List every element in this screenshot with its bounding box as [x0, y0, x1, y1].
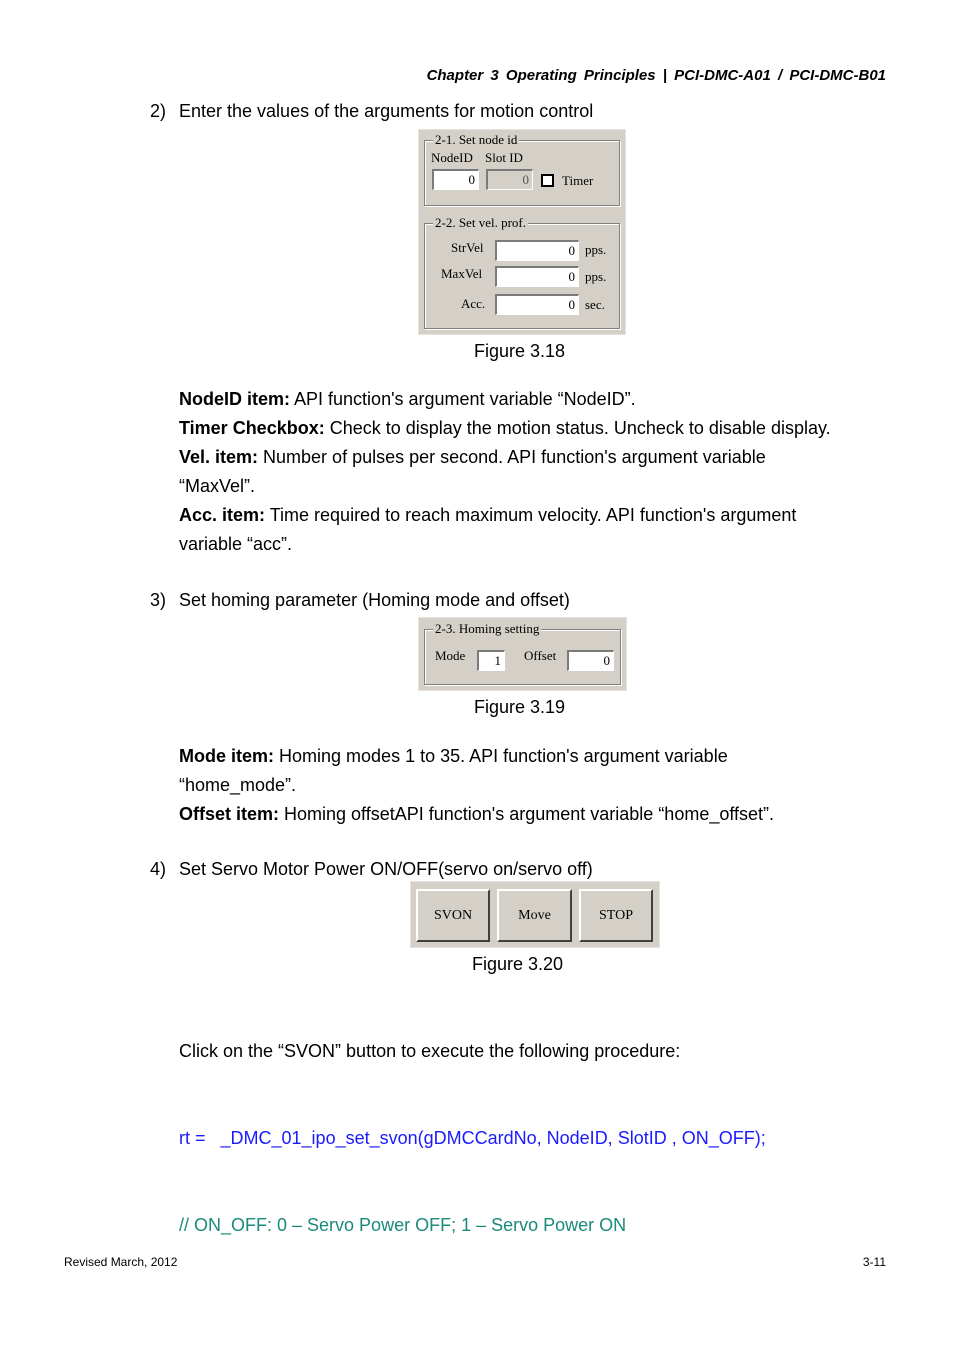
- move-button[interactable]: Move: [497, 889, 572, 942]
- slotid-input[interactable]: 0: [486, 169, 533, 190]
- definition: Homing offsetAPI function's argument variable “home_offset”.: [279, 804, 775, 824]
- term: Acc. item:: [179, 505, 266, 525]
- mode-input[interactable]: 1: [477, 650, 505, 671]
- group-set-node-id: [424, 132, 620, 206]
- group-set-vel-prof: [424, 215, 620, 329]
- step-number: 2): [150, 101, 167, 121]
- figure-caption: Figure 3.19: [474, 697, 566, 717]
- strvel-input[interactable]: 0: [495, 240, 579, 261]
- timer-description: [179, 414, 899, 443]
- figure-3-19-panel: [418, 617, 627, 691]
- page-header: Chapter 3 Operating Principles | PCI-DMC-A01 / PCI-DMC-B01: [426, 67, 886, 84]
- step-3: [150, 590, 570, 611]
- term: Vel. item:: [179, 447, 259, 467]
- definition: API function's argument variable “NodeID”.: [290, 389, 636, 409]
- term: NodeID item:: [179, 389, 291, 409]
- nodeid-description: [179, 385, 899, 414]
- step-2: [150, 101, 593, 122]
- maxvel-label: MaxVel: [441, 266, 483, 281]
- definition: Homing modes 1 to 35. API function's argument variable “home_mode”.: [179, 746, 728, 795]
- term: Mode item:: [179, 746, 275, 766]
- term: Timer Checkbox:: [179, 418, 325, 438]
- maxvel-input[interactable]: 0: [495, 266, 579, 287]
- group-title: 2-1. Set node id: [435, 132, 518, 147]
- nodeid-input[interactable]: 0: [432, 169, 479, 190]
- slotid-label: Slot ID: [485, 150, 523, 165]
- timer-label: Timer: [562, 173, 594, 188]
- nodeid-label: NodeID: [431, 150, 473, 165]
- definition: Time required to reach maximum velocity. API function's argument variable “acc”.: [179, 505, 797, 554]
- definition: Check to display the motion status. Uncheck to disable display.: [324, 418, 831, 438]
- svon-intro: Click on the “SVON” button to execute the following procedure:: [179, 1041, 681, 1061]
- acc-description: [179, 501, 859, 559]
- step-text: Set Servo Motor Power ON/OFF(servo on/servo off): [179, 859, 593, 879]
- group-homing-setting: [424, 621, 621, 685]
- svon-button[interactable]: SVON: [416, 889, 490, 942]
- offset-label: Offset: [524, 648, 557, 663]
- unit-pps: pps.: [585, 242, 607, 257]
- offset-input[interactable]: 0: [567, 650, 614, 671]
- figure-3-20-panel: [410, 881, 660, 948]
- figure-caption: Figure 3.18: [474, 341, 566, 361]
- description-block-2: [179, 742, 899, 829]
- figure-caption: Figure 3.20: [472, 954, 564, 974]
- strvel-label: StrVel: [451, 240, 484, 255]
- description-block-3: [179, 979, 899, 1269]
- step-text: Set homing parameter (Homing mode and offset): [179, 590, 570, 610]
- step-number: 3): [150, 590, 167, 610]
- figure-3-18-panel: [418, 129, 626, 335]
- code-comment: // ON_OFF: 0 – Servo Power OFF; 1 – Servo Power ON: [179, 1215, 627, 1235]
- mode-label: Mode: [435, 648, 466, 663]
- vel-description: [179, 443, 819, 501]
- group-title: 2-3. Homing setting: [435, 621, 540, 636]
- acc-label: Acc.: [461, 296, 486, 311]
- mode-description: [179, 742, 799, 800]
- code-line: rt = _DMC_01_ipo_set_svon(gDMCCardNo, NodeID, SlotID , ON_OFF);: [179, 1128, 766, 1148]
- footer-revision: Revised March, 2012: [64, 1255, 178, 1269]
- step-text: Enter the values of the arguments for motion control: [179, 101, 594, 121]
- step-number: 4): [150, 859, 167, 879]
- unit-sec: sec.: [585, 297, 605, 312]
- acc-input[interactable]: 0: [495, 294, 579, 315]
- group-title: 2-2. Set vel. prof.: [435, 215, 526, 230]
- page-number: 3-11: [862, 1255, 886, 1269]
- definition: Number of pulses per second. API function's argument variable “MaxVel”.: [179, 447, 766, 496]
- description-block-1: [179, 385, 899, 559]
- timer-checkbox[interactable]: [541, 174, 554, 187]
- offset-description: [179, 800, 899, 829]
- step-4: [150, 859, 593, 880]
- term: Offset item:: [179, 804, 280, 824]
- unit-pps: pps.: [585, 269, 607, 284]
- stop-button[interactable]: STOP: [579, 889, 653, 942]
